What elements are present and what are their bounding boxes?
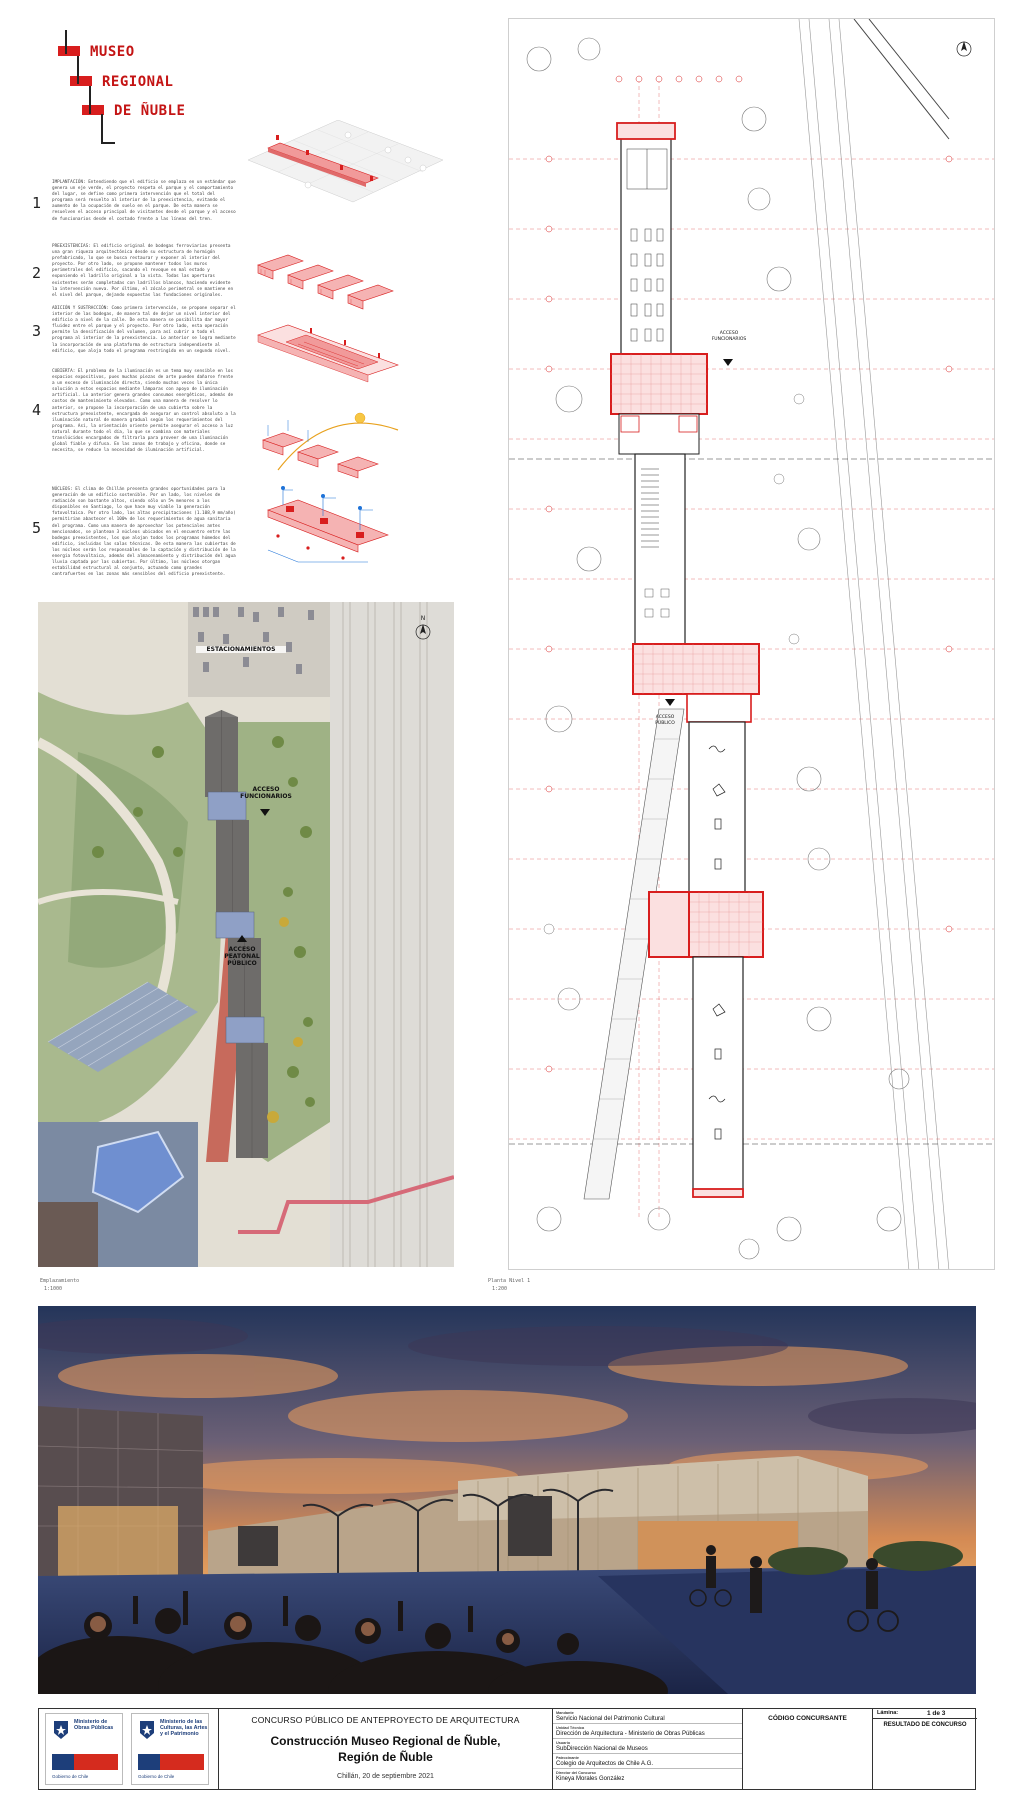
- step-text: ADICIÓN Y SUSTRACCIÓN: Como primera intervención, se propone separar el interior de las bodegas, de manera tal de dejar un nivel interior del edificio a nivel de la calle. De esta manera se posibilita dar mayor fluidez entre el parque y el proyecto. Por otro lado, esta operación permite la densificación del volumen, para así cubrir a todo el programa al interior de la preexistencia. Lo anterior se logra mediante la incorporación de una plataforma de estructura independiente al edificio, que aloja todo el programa restringido en un segundo nivel.: [52, 306, 236, 354]
- project-title: [219, 1733, 552, 1765]
- government-label: Gobierno de Chile: [52, 1774, 89, 1779]
- aerial-site-render: [38, 602, 454, 1267]
- staff-access-label: [236, 786, 296, 800]
- public-access-label: [645, 715, 685, 727]
- step-text: NÚCLEOS: El clima de Chillán presenta grandes oportunidades para la generación de un edificio sostenible. Por un lado, los niveles de radiación son bastante altos, siendo sólo un 5% menores a los disponibles en Santiago, lo que hace muy viable la generación fotovoltaica. Por otro lado, las altas precipitaciones (1.108,9 mm/año) permitirían abastecer el 100% de los requerimientos de agua sanitaria del programa. Como una manera de aprovechar los potenciales antes mencionados, se plantean 3 núcleos ubicados en el encuentro entre las bodegas preexistentes, los que alojan todos los programas húmedos del edificio, incluidas las salas técnicas. De esta manera las cubiertas de los núcleos serán los responsables de la captación y distribución de la energía fotovoltaica, además del almacenamiento y distribución del agua lluvia captada por las cubiertas. Por último, los núcleos otorgan estabilidad estructural al conjunto, actuando como grandes contrafuertes en las zonas más sensibles del edificio preexistente.: [52, 487, 236, 578]
- step-5: [32, 487, 236, 587]
- brand-line: [89, 86, 91, 114]
- step-4: [32, 369, 236, 479]
- ministry-name: Ministerio de las Culturas, las Artes y el Patrimonio: [160, 1719, 208, 1737]
- diagram-implantation: [248, 120, 443, 240]
- coat-of-arms-icon: [137, 1719, 157, 1741]
- meta-value: Servicio Nacional del Patrimonio Cultural: [556, 1715, 665, 1722]
- diagram-preexistences: [248, 245, 443, 320]
- plan-caption: Planta Nivel 1: [488, 1278, 531, 1284]
- meta-key: Usuario: [556, 1741, 571, 1745]
- meta-key: Patrocinante: [556, 1756, 579, 1760]
- meta-key: Mandante: [556, 1711, 574, 1715]
- step-3: [32, 306, 236, 366]
- floor-plan: [508, 18, 995, 1270]
- flag-bar: [138, 1754, 204, 1770]
- project-title-line: Región de Ñuble: [338, 1750, 433, 1764]
- diagram-cores: [248, 480, 443, 580]
- parking-label: ESTACIONAMIENTOS: [196, 646, 286, 653]
- public-access-label-line: PEATONAL: [224, 953, 260, 960]
- staff-access-label-line: ACCESO: [252, 786, 280, 793]
- brand-line: [77, 56, 79, 84]
- step-text: PREEXISTENCIAS: El edificio original de bodegas ferroviarias presenta una gran riqueza arquitectónica desde su estructura de hormigón prefabricado, lo que se busca restaurar y exponer al interior del proyecto. Por otro lado, se propone mantener todos los muros perimetrales del edificio, sacando el revoque en mal estado y exponiendo el ladrillo original a la vista. Todas las aperturas existentes serán completadas con ladrillos blancos, haciendo evidente la intervención nueva. Por último, el zócalo perimetral se mantiene en el nivel del parque, dejando expuestas las fundaciones originales.: [52, 244, 234, 298]
- brand-bar-2: [70, 76, 92, 86]
- meta-value: Kineya Morales González: [556, 1775, 625, 1782]
- brand-word-3: DE ÑUBLE: [114, 103, 186, 119]
- sheet-value: 1 de 3: [927, 1710, 946, 1717]
- brand-line: [101, 114, 103, 144]
- step-number: 3: [32, 322, 42, 340]
- svg-text:N: N: [420, 615, 426, 622]
- brand-line: [101, 142, 115, 144]
- diagram-roof: [248, 400, 443, 480]
- coat-of-arms-icon: [51, 1719, 71, 1741]
- unidad-row: [553, 1726, 742, 1739]
- mop-logo: [45, 1713, 123, 1785]
- metadata-cell: [553, 1709, 743, 1789]
- flag-bar: [52, 1754, 118, 1770]
- brand-bar-1: [58, 46, 80, 56]
- step-number: 2: [32, 264, 42, 282]
- title-block: [38, 1708, 976, 1790]
- brand-line: [65, 30, 67, 54]
- step-number: 4: [32, 401, 42, 419]
- brand-word-1: MUSEO: [90, 44, 135, 60]
- museum-exterior-render: [38, 1306, 976, 1694]
- meta-key: Unidad Técnica: [556, 1726, 585, 1730]
- step-text: IMPLANTACIÓN: Entendiendo que el edificio se emplaza en un estándar que genera un eje verde, el proyecto respeta el parque y el comportamiento del lugar, se define como primera intervención que el total del programa será resuelto al interior de la preexistencia, evitando el aumento de la ocupación de suelo en el parque. De esta manera se resuelven el acceso principal de visitantes desde el parque y el acceso de funcionarios desde el costado frente a las líneas del tren.: [52, 180, 236, 222]
- aerial-caption: Emplazamiento: [40, 1278, 80, 1284]
- public-access-label-line: ACCESO: [228, 946, 256, 953]
- public-access-label-line: ACCESO: [655, 715, 675, 720]
- culture-ministry-logo: [131, 1713, 209, 1785]
- staff-access-label-line: FUNCIONARIOS: [711, 337, 747, 342]
- public-access-label: [214, 946, 270, 967]
- meta-key: Director del Concurso: [556, 1771, 596, 1775]
- step-2: [32, 244, 232, 304]
- public-access-label-line: PÚBLICO: [655, 721, 675, 726]
- logos-cell: [39, 1709, 219, 1789]
- contestant-code-label: CÓDIGO CONCURSANTE: [768, 1715, 847, 1722]
- project-title-line: Construcción Museo Regional de Ñuble,: [270, 1734, 501, 1748]
- plan-scale: 1:200: [492, 1286, 508, 1292]
- patrocinante-row: [553, 1756, 742, 1769]
- mandante-row: [553, 1711, 742, 1724]
- aerial-scale: 1:1000: [44, 1286, 63, 1292]
- meta-value: Dirección de Arquitectura - Ministerio de Obras Públicas: [556, 1730, 705, 1737]
- sheet-cell: [873, 1709, 977, 1789]
- staff-access-label: [709, 331, 749, 343]
- contest-result-label: RESULTADO DE CONCURSO: [883, 1722, 967, 1728]
- step-1: [32, 180, 236, 230]
- project-date: Chillán, 20 de septiembre 2021: [337, 1773, 434, 1780]
- project-title-cell: [219, 1709, 553, 1789]
- diagram-addition-subtraction: [248, 320, 443, 395]
- staff-access-label-line: FUNCIONARIOS: [240, 793, 292, 800]
- public-access-label-line: PÚBLICO: [227, 960, 257, 967]
- contestant-code-cell: [743, 1709, 873, 1789]
- sheet-label: Lámina:: [877, 1710, 899, 1716]
- staff-access-label-line: ACCESO: [719, 331, 739, 336]
- step-text: CUBIERTA: El problema de la iluminación es un tema muy sensible en los espacios expositivos, pues muchas piezas de arte pueden dañarse frente a un exceso de iluminación directa, siendo muchas veces la única solución a estos espacios mediante lámparas con apoyo de iluminación artificial. Lo anterior genera grandes consumos energéticos, además de costos de mantenimiento elevados. Como una manera de resolver lo anterior, se propone la incorporación de una cubierta sobre la estructura preexistente, encargada de asegurar un control absoluto a la iluminación natural de manera gradual según los requerimientos del programa. Así, la orientación oriente permite asegurar el acceso a luz natural durante todo el día, lo que se combina con materiales translúcidos encargados de filtrarla para proveer de una iluminación global fiable y difusa. En las zonas de trabajo y oficina, donde se necesita, se reduce la necesidad de iluminación artificial.: [52, 369, 236, 454]
- sheet-number-row: [873, 1709, 977, 1719]
- step-number: 1: [32, 194, 42, 212]
- brand-word-2: REGIONAL: [102, 74, 174, 90]
- ministry-name: Ministerio de Obras Públicas: [74, 1719, 114, 1731]
- director-row: [553, 1771, 742, 1784]
- museum-brand-logo: [40, 26, 210, 156]
- meta-value: SubDirección Nacional de Museos: [556, 1745, 648, 1752]
- step-number: 5: [32, 519, 42, 537]
- meta-value: Colegio de Arquitectos de Chile A.G.: [556, 1760, 654, 1767]
- contest-name: CONCURSO PÚBLICO DE ANTEPROYECTO DE ARQUITECTURA: [251, 1715, 520, 1725]
- usuario-row: [553, 1741, 742, 1754]
- government-label: Gobierno de Chile: [138, 1774, 175, 1779]
